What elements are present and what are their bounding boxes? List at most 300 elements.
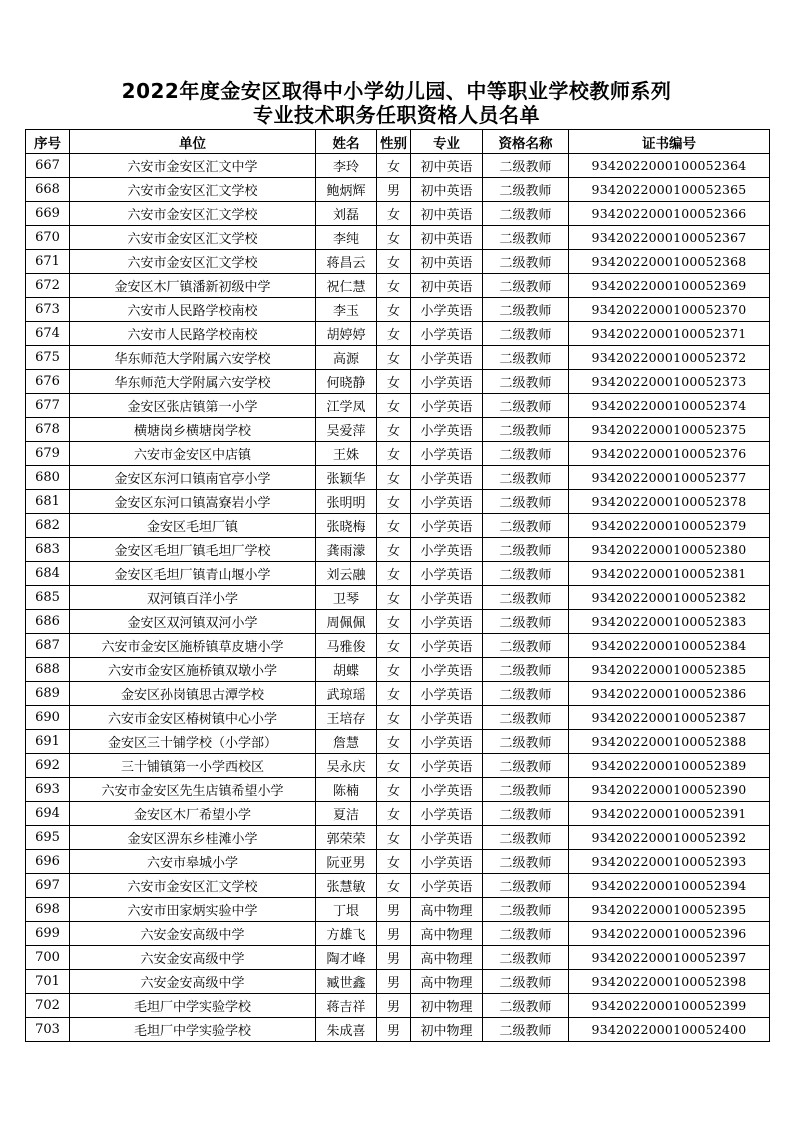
row-unit: 金安区木厂希望小学 [70, 802, 316, 826]
row-unit: 六安市金安区施桥镇双墩小学 [70, 658, 316, 682]
row-index: 700 [26, 946, 70, 970]
row-major: 初中英语 [411, 154, 483, 178]
row-gender: 女 [377, 490, 411, 514]
row-unit: 六安市人民路学校南校 [70, 322, 316, 346]
row-name: 张晓梅 [316, 514, 377, 538]
row-unit: 六安金安高级中学 [70, 946, 316, 970]
row-gender: 女 [377, 562, 411, 586]
row-major: 小学英语 [411, 514, 483, 538]
row-certificate-number: 9342022000100052376 [569, 442, 770, 466]
row-index: 677 [26, 394, 70, 418]
row-certificate-number: 9342022000100052387 [569, 706, 770, 730]
row-unit: 金安区孙岗镇思古潭学校 [70, 682, 316, 706]
row-qualification: 二级教师 [483, 466, 569, 490]
row-index: 686 [26, 610, 70, 634]
table-row [26, 898, 770, 922]
row-qualification: 二级教师 [483, 394, 569, 418]
row-qualification: 二级教师 [483, 850, 569, 874]
row-major: 初中英语 [411, 226, 483, 250]
row-certificate-number: 9342022000100052398 [569, 970, 770, 994]
header-unit: 单位 [70, 130, 316, 154]
row-qualification: 二级教师 [483, 250, 569, 274]
row-major: 高中物理 [411, 946, 483, 970]
row-name: 武琼瑶 [316, 682, 377, 706]
table-row [26, 826, 770, 850]
row-major: 小学英语 [411, 298, 483, 322]
row-certificate-number: 9342022000100052371 [569, 322, 770, 346]
row-unit: 金安区张店镇第一小学 [70, 394, 316, 418]
row-unit: 金安区东河口镇南官亭小学 [70, 466, 316, 490]
row-index: 676 [26, 370, 70, 394]
row-index: 679 [26, 442, 70, 466]
row-certificate-number: 9342022000100052388 [569, 730, 770, 754]
row-name: 卫琴 [316, 586, 377, 610]
row-gender: 女 [377, 874, 411, 898]
table-row [26, 154, 770, 178]
row-index: 672 [26, 274, 70, 298]
row-unit: 双河镇百洋小学 [70, 586, 316, 610]
row-unit: 六安市金安区施桥镇草皮塘小学 [70, 634, 316, 658]
row-certificate-number: 9342022000100052385 [569, 658, 770, 682]
header-qualification: 资格名称 [483, 130, 569, 154]
row-index: 684 [26, 562, 70, 586]
row-unit: 毛坦厂中学实验学校 [70, 994, 316, 1018]
row-index: 687 [26, 634, 70, 658]
row-index: 698 [26, 898, 70, 922]
row-gender: 女 [377, 754, 411, 778]
row-unit: 六安市金安区汇文学校 [70, 874, 316, 898]
row-gender: 女 [377, 850, 411, 874]
row-unit: 六安市皋城小学 [70, 850, 316, 874]
row-certificate-number: 9342022000100052374 [569, 394, 770, 418]
table-row [26, 250, 770, 274]
table-row [26, 586, 770, 610]
row-unit: 六安市金安区中店镇 [70, 442, 316, 466]
row-certificate-number: 9342022000100052370 [569, 298, 770, 322]
table-row [26, 1018, 770, 1042]
row-qualification: 二级教师 [483, 490, 569, 514]
table-row [26, 346, 770, 370]
row-qualification: 二级教师 [483, 586, 569, 610]
row-certificate-number: 9342022000100052382 [569, 586, 770, 610]
row-qualification: 二级教师 [483, 994, 569, 1018]
row-certificate-number: 9342022000100052399 [569, 994, 770, 1018]
row-certificate-number: 9342022000100052365 [569, 178, 770, 202]
row-certificate-number: 9342022000100052366 [569, 202, 770, 226]
row-major: 小学英语 [411, 754, 483, 778]
row-major: 小学英语 [411, 418, 483, 442]
row-major: 小学英语 [411, 346, 483, 370]
row-certificate-number: 9342022000100052392 [569, 826, 770, 850]
row-unit: 六安市金安区汇文学校 [70, 250, 316, 274]
row-certificate-number: 9342022000100052368 [569, 250, 770, 274]
table-row [26, 538, 770, 562]
table-row [26, 298, 770, 322]
row-name: 郭荣荣 [316, 826, 377, 850]
row-certificate-number: 9342022000100052400 [569, 1018, 770, 1042]
row-major: 小学英语 [411, 538, 483, 562]
row-name: 蒋昌云 [316, 250, 377, 274]
row-gender: 女 [377, 322, 411, 346]
table-row [26, 610, 770, 634]
row-gender: 女 [377, 466, 411, 490]
header-index: 序号 [26, 130, 70, 154]
row-qualification: 二级教师 [483, 610, 569, 634]
row-name: 张慧敏 [316, 874, 377, 898]
row-name: 吴永庆 [316, 754, 377, 778]
row-major: 小学英语 [411, 874, 483, 898]
row-major: 小学英语 [411, 658, 483, 682]
row-qualification: 二级教师 [483, 226, 569, 250]
row-certificate-number: 9342022000100052379 [569, 514, 770, 538]
row-major: 高中物理 [411, 898, 483, 922]
row-unit: 金安区毛坦厂镇青山堰小学 [70, 562, 316, 586]
row-qualification: 二级教师 [483, 1018, 569, 1042]
row-qualification: 二级教师 [483, 514, 569, 538]
row-name: 张颖华 [316, 466, 377, 490]
row-name: 张明明 [316, 490, 377, 514]
row-gender: 男 [377, 1018, 411, 1042]
row-certificate-number: 9342022000100052383 [569, 610, 770, 634]
row-index: 693 [26, 778, 70, 802]
row-unit: 金安区毛坦厂镇毛坦厂学校 [70, 538, 316, 562]
row-gender: 女 [377, 298, 411, 322]
header-major: 专业 [411, 130, 483, 154]
row-gender: 男 [377, 898, 411, 922]
row-name: 马雅俊 [316, 634, 377, 658]
row-index: 691 [26, 730, 70, 754]
row-index: 702 [26, 994, 70, 1018]
row-name: 何晓静 [316, 370, 377, 394]
row-unit: 六安市金安区汇文学校 [70, 178, 316, 202]
row-gender: 女 [377, 730, 411, 754]
table-row [26, 202, 770, 226]
table-row [26, 706, 770, 730]
row-major: 初中物理 [411, 994, 483, 1018]
row-index: 689 [26, 682, 70, 706]
row-unit: 六安金安高级中学 [70, 922, 316, 946]
row-certificate-number: 9342022000100052389 [569, 754, 770, 778]
row-gender: 女 [377, 802, 411, 826]
table-row [26, 490, 770, 514]
row-certificate-number: 9342022000100052367 [569, 226, 770, 250]
row-unit: 六安市田家炳实验中学 [70, 898, 316, 922]
row-index: 694 [26, 802, 70, 826]
row-major: 小学英语 [411, 634, 483, 658]
row-qualification: 二级教师 [483, 322, 569, 346]
table-row [26, 922, 770, 946]
row-gender: 女 [377, 538, 411, 562]
row-name: 李玲 [316, 154, 377, 178]
row-index: 683 [26, 538, 70, 562]
row-major: 高中物理 [411, 970, 483, 994]
row-unit: 六安金安高级中学 [70, 970, 316, 994]
table-row [26, 274, 770, 298]
document-title-line2: 专业技术职务任职资格人员名单 [253, 103, 540, 127]
row-major: 小学英语 [411, 442, 483, 466]
row-qualification: 二级教师 [483, 922, 569, 946]
row-qualification: 二级教师 [483, 946, 569, 970]
row-certificate-number: 9342022000100052396 [569, 922, 770, 946]
row-index: 682 [26, 514, 70, 538]
row-certificate-number: 9342022000100052394 [569, 874, 770, 898]
row-certificate-number: 9342022000100052381 [569, 562, 770, 586]
row-qualification: 二级教师 [483, 418, 569, 442]
row-gender: 男 [377, 178, 411, 202]
row-qualification: 二级教师 [483, 298, 569, 322]
row-index: 695 [26, 826, 70, 850]
row-qualification: 二级教师 [483, 538, 569, 562]
table-row [26, 466, 770, 490]
header-name: 姓名 [316, 130, 377, 154]
table-row [26, 730, 770, 754]
row-qualification: 二级教师 [483, 154, 569, 178]
row-gender: 女 [377, 418, 411, 442]
roster-table [25, 129, 770, 1042]
row-index: 701 [26, 970, 70, 994]
header-gender: 性别 [377, 130, 411, 154]
row-qualification: 二级教师 [483, 346, 569, 370]
row-major: 小学英语 [411, 778, 483, 802]
row-index: 690 [26, 706, 70, 730]
row-certificate-number: 9342022000100052395 [569, 898, 770, 922]
row-index: 681 [26, 490, 70, 514]
row-major: 小学英语 [411, 466, 483, 490]
row-major: 小学英语 [411, 802, 483, 826]
row-major: 小学英语 [411, 370, 483, 394]
row-certificate-number: 9342022000100052375 [569, 418, 770, 442]
table-row [26, 802, 770, 826]
row-gender: 女 [377, 682, 411, 706]
row-name: 李玉 [316, 298, 377, 322]
row-index: 675 [26, 346, 70, 370]
row-major: 小学英语 [411, 322, 483, 346]
row-unit: 金安区三十铺学校（小学部） [70, 730, 316, 754]
row-index: 674 [26, 322, 70, 346]
row-major: 小学英语 [411, 490, 483, 514]
row-qualification: 二级教师 [483, 682, 569, 706]
table-row [26, 514, 770, 538]
row-index: 671 [26, 250, 70, 274]
row-name: 刘云融 [316, 562, 377, 586]
row-gender: 女 [377, 514, 411, 538]
row-unit: 金安区东河口镇嵩寮岩小学 [70, 490, 316, 514]
row-qualification: 二级教师 [483, 634, 569, 658]
row-qualification: 二级教师 [483, 826, 569, 850]
row-unit: 六安市金安区汇文学校 [70, 202, 316, 226]
table-row [26, 634, 770, 658]
row-gender: 女 [377, 634, 411, 658]
row-index: 699 [26, 922, 70, 946]
table-header-row [26, 130, 770, 154]
row-gender: 女 [377, 250, 411, 274]
row-name: 江学凤 [316, 394, 377, 418]
row-certificate-number: 9342022000100052397 [569, 946, 770, 970]
row-name: 高源 [316, 346, 377, 370]
row-name: 王培存 [316, 706, 377, 730]
row-name: 朱成喜 [316, 1018, 377, 1042]
row-name: 陈楠 [316, 778, 377, 802]
row-gender: 男 [377, 970, 411, 994]
row-qualification: 二级教师 [483, 178, 569, 202]
row-gender: 女 [377, 154, 411, 178]
row-name: 臧世鑫 [316, 970, 377, 994]
row-gender: 女 [377, 586, 411, 610]
row-unit: 金安区淠东乡桂滩小学 [70, 826, 316, 850]
row-certificate-number: 9342022000100052378 [569, 490, 770, 514]
row-index: 678 [26, 418, 70, 442]
row-unit: 六安市金安区先生店镇希望小学 [70, 778, 316, 802]
row-major: 小学英语 [411, 610, 483, 634]
row-gender: 女 [377, 274, 411, 298]
header-certificate-number: 证书编号 [569, 130, 770, 154]
row-gender: 女 [377, 658, 411, 682]
row-unit: 毛坦厂中学实验学校 [70, 1018, 316, 1042]
row-gender: 女 [377, 706, 411, 730]
table-row [26, 946, 770, 970]
row-name: 祝仁慧 [316, 274, 377, 298]
row-certificate-number: 9342022000100052372 [569, 346, 770, 370]
row-unit: 横塘岗乡横塘岗学校 [70, 418, 316, 442]
row-certificate-number: 9342022000100052377 [569, 466, 770, 490]
row-index: 667 [26, 154, 70, 178]
table-row [26, 682, 770, 706]
row-major: 初中英语 [411, 178, 483, 202]
row-qualification: 二级教师 [483, 778, 569, 802]
row-name: 刘磊 [316, 202, 377, 226]
table-row [26, 226, 770, 250]
row-unit: 金安区毛坦厂镇 [70, 514, 316, 538]
table-row [26, 370, 770, 394]
table-row [26, 658, 770, 682]
row-qualification: 二级教师 [483, 802, 569, 826]
row-index: 688 [26, 658, 70, 682]
row-unit: 华东师范大学附属六安学校 [70, 346, 316, 370]
row-unit: 金安区双河镇双河小学 [70, 610, 316, 634]
table-row [26, 418, 770, 442]
row-qualification: 二级教师 [483, 562, 569, 586]
row-name: 陶才峰 [316, 946, 377, 970]
table-row [26, 178, 770, 202]
row-major: 小学英语 [411, 562, 483, 586]
row-gender: 女 [377, 226, 411, 250]
table-row [26, 994, 770, 1018]
row-unit: 六安市金安区汇文中学 [70, 154, 316, 178]
row-qualification: 二级教师 [483, 874, 569, 898]
row-name: 方雄飞 [316, 922, 377, 946]
row-index: 703 [26, 1018, 70, 1042]
row-major: 小学英语 [411, 730, 483, 754]
row-gender: 女 [377, 370, 411, 394]
row-gender: 女 [377, 394, 411, 418]
row-qualification: 二级教师 [483, 442, 569, 466]
row-index: 680 [26, 466, 70, 490]
table-row [26, 778, 770, 802]
row-certificate-number: 9342022000100052393 [569, 850, 770, 874]
row-index: 696 [26, 850, 70, 874]
table-row [26, 394, 770, 418]
row-qualification: 二级教师 [483, 706, 569, 730]
row-gender: 女 [377, 826, 411, 850]
row-certificate-number: 9342022000100052384 [569, 634, 770, 658]
row-major: 初中英语 [411, 250, 483, 274]
row-qualification: 二级教师 [483, 658, 569, 682]
row-name: 胡婷婷 [316, 322, 377, 346]
row-certificate-number: 9342022000100052364 [569, 154, 770, 178]
row-gender: 男 [377, 994, 411, 1018]
row-major: 小学英语 [411, 826, 483, 850]
row-name: 鲍炳辉 [316, 178, 377, 202]
row-index: 668 [26, 178, 70, 202]
row-name: 胡蝶 [316, 658, 377, 682]
row-major: 初中英语 [411, 202, 483, 226]
row-gender: 女 [377, 202, 411, 226]
document-title-line1: 2022年度金安区取得中小学幼儿园、中等职业学校教师系列 [121, 79, 672, 103]
row-major: 小学英语 [411, 706, 483, 730]
row-unit: 六安市人民路学校南校 [70, 298, 316, 322]
row-index: 692 [26, 754, 70, 778]
row-unit: 三十铺镇第一小学西校区 [70, 754, 316, 778]
table-row [26, 562, 770, 586]
row-major: 初中物理 [411, 1018, 483, 1042]
row-major: 小学英语 [411, 682, 483, 706]
row-index: 697 [26, 874, 70, 898]
row-name: 夏洁 [316, 802, 377, 826]
row-qualification: 二级教师 [483, 898, 569, 922]
row-certificate-number: 9342022000100052380 [569, 538, 770, 562]
row-qualification: 二级教师 [483, 202, 569, 226]
row-unit: 华东师范大学附属六安学校 [70, 370, 316, 394]
row-name: 蒋吉祥 [316, 994, 377, 1018]
table-row [26, 850, 770, 874]
row-gender: 女 [377, 346, 411, 370]
row-gender: 男 [377, 946, 411, 970]
row-major: 小学英语 [411, 394, 483, 418]
row-name: 王姝 [316, 442, 377, 466]
row-major: 小学英语 [411, 586, 483, 610]
row-major: 初中英语 [411, 274, 483, 298]
row-index: 670 [26, 226, 70, 250]
row-qualification: 二级教师 [483, 370, 569, 394]
row-name: 周佩佩 [316, 610, 377, 634]
table-row [26, 442, 770, 466]
row-certificate-number: 9342022000100052369 [569, 274, 770, 298]
row-unit: 金安区木厂镇潘新初级中学 [70, 274, 316, 298]
table-row [26, 322, 770, 346]
row-index: 673 [26, 298, 70, 322]
row-qualification: 二级教师 [483, 754, 569, 778]
row-qualification: 二级教师 [483, 274, 569, 298]
row-name: 龚雨濛 [316, 538, 377, 562]
row-index: 669 [26, 202, 70, 226]
row-index: 685 [26, 586, 70, 610]
row-name: 詹慧 [316, 730, 377, 754]
row-unit: 六安市金安区汇文学校 [70, 226, 316, 250]
row-certificate-number: 9342022000100052386 [569, 682, 770, 706]
row-gender: 男 [377, 922, 411, 946]
row-name: 吴爱萍 [316, 418, 377, 442]
row-name: 阮亚男 [316, 850, 377, 874]
table-row [26, 970, 770, 994]
row-name: 丁垠 [316, 898, 377, 922]
table-row [26, 754, 770, 778]
row-gender: 女 [377, 778, 411, 802]
row-certificate-number: 9342022000100052390 [569, 778, 770, 802]
row-qualification: 二级教师 [483, 730, 569, 754]
row-certificate-number: 9342022000100052373 [569, 370, 770, 394]
row-qualification: 二级教师 [483, 970, 569, 994]
table-body [26, 154, 770, 1042]
